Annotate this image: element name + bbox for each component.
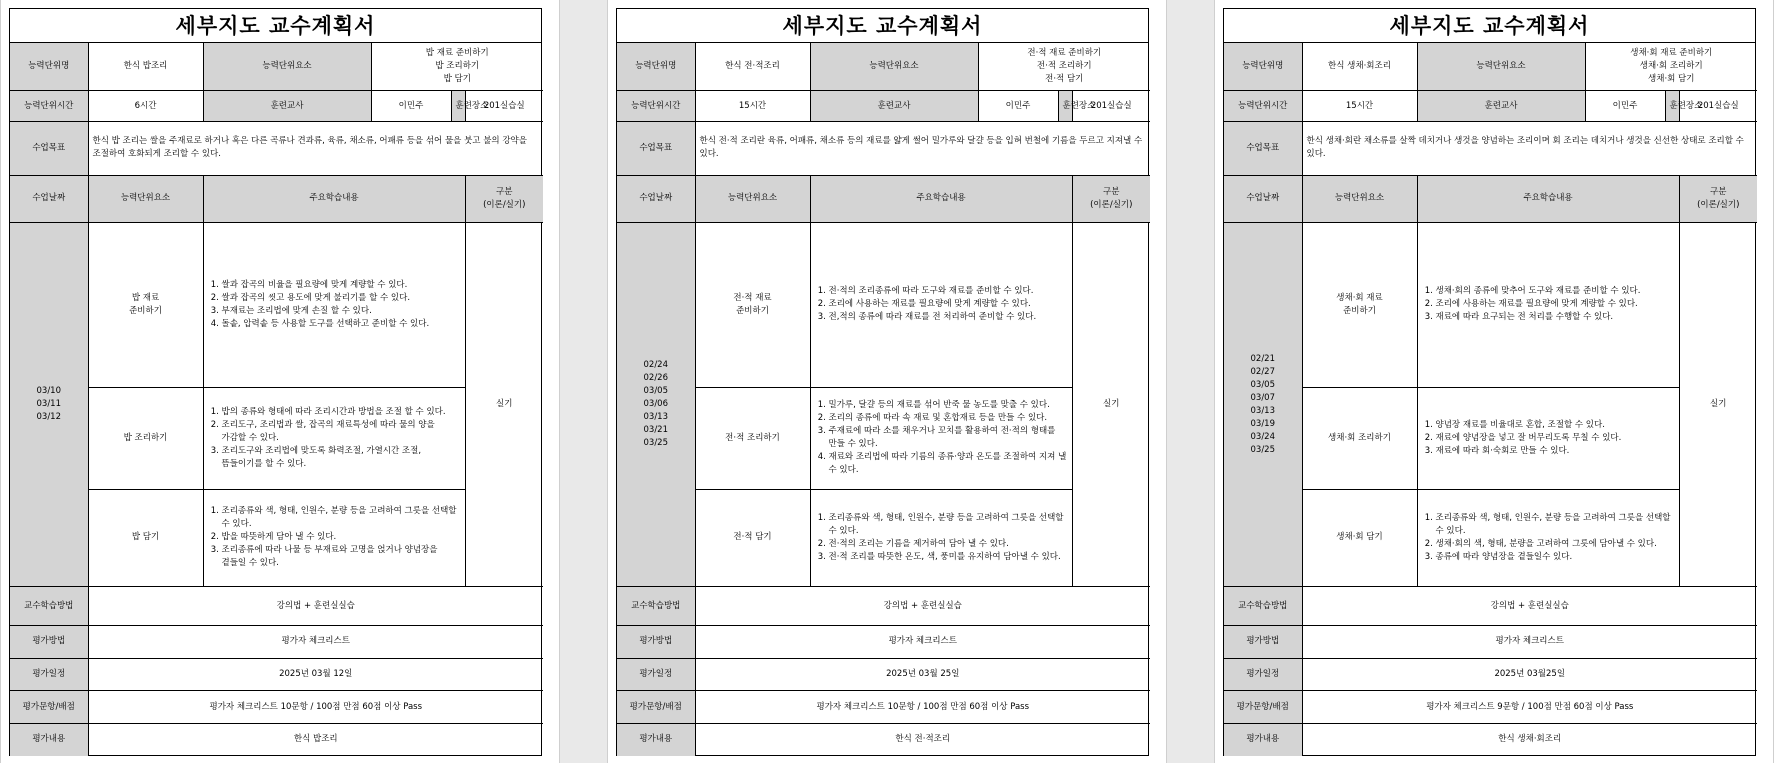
hours-label: 능력단위시간 [10,91,88,122]
place-value: 201실습실 [465,91,543,122]
learning-content-item: 2. 밥을 따뜻하게 담아 낼 수 있다. [222,531,461,544]
learning-content-item: 3. 재료에 따라 요구되는 전 처리를 수행할 수 있다. [1436,311,1675,324]
eval-method-label: 평가방법 [1224,626,1302,659]
element-name: 전·적 조리하기 [695,387,810,489]
lesson-dates: 02/21 02/27 03/05 03/07 03/13 03/19 03/24 03/25 [1224,222,1302,587]
learning-content [203,387,465,489]
element-column-header: 능력단위요소 [88,175,203,222]
eval-date-value: 2025년 03월 12일 [88,658,543,691]
eval-date-label: 평가일정 [10,658,88,691]
learning-content-item: 4. 돌솥, 압력솥 등 사용할 도구를 선택하고 준비할 수 있다. [222,318,461,331]
element-name: 밥 조리하기 [88,387,203,489]
plan-table [617,43,1150,756]
learning-content-item: 3. 전,적의 종류에 따라 재료를 전 처리하여 준비할 수 있다. [829,311,1068,324]
learning-content-item: 2. 조리도구, 조리법과 쌀, 잡곡의 재료특성에 따라 물의 양을 가감할 수 있다. [222,419,461,445]
learning-content-item: 2. 쌀과 잡곡의 씻고 용도에 맞게 불리기를 할 수 있다. [222,292,461,305]
learning-content-item: 3. 재료에 따라 회·숙회로 만들 수 있다. [1436,445,1675,458]
plan-document [1223,8,1756,756]
division-value: 실기 [1072,222,1150,587]
hours-value: 6시간 [88,91,203,122]
plan-document [9,8,542,756]
element-name: 생채·회 재료 준비하기 [1302,222,1417,387]
learning-content-item: 3. 조리도구와 조리법에 맞도록 화력조절, 가열시간 조절, 뜸들이기를 할 수 있다. [222,445,461,471]
learning-content-item: 1. 쌀과 잡곡의 비율을 필요량에 맞게 계량할 수 있다. [222,279,461,292]
plan-table [1224,43,1757,756]
learning-content [810,222,1072,387]
learning-content-item: 2. 재료에 양념장을 넣고 잘 버무리도록 무칠 수 있다. [1436,432,1675,445]
eval-items-label: 평가문항/배점 [617,691,695,724]
eval-date-label: 평가일정 [617,658,695,691]
content-column-header: 주요학습내용 [810,175,1072,222]
hours-value: 15시간 [1302,91,1417,122]
objective-value: 한식 전·적 조리란 육류, 어패류, 채소류 등의 재료를 얇게 썰어 밀가루와 달걀 등을 입혀 번철에 기름을 두르고 지져낼 수 있다. [695,121,1150,175]
learning-content [1417,387,1679,489]
method-value: 강의법 + 훈련실실습 [1302,587,1757,626]
learning-content-item: 2. 조리에 사용하는 재료를 필요량에 맞게 계량할 수 있다. [1436,298,1675,311]
method-value: 강의법 + 훈련실실습 [88,587,543,626]
teacher-label: 훈련교사 [810,91,978,122]
learning-content-item: 1. 밥의 종류와 형태에 따라 조리시간과 방법을 조절 할 수 있다. [222,406,461,419]
method-label: 교수학습방법 [10,587,88,626]
learning-content-item: 2. 조리에 사용하는 재료를 필요량에 맞게 계량할 수 있다. [829,298,1068,311]
objective-label: 수업목표 [1224,121,1302,175]
element-name: 밥 담기 [88,489,203,587]
page-title: 세부지도 교수계획서 [1224,9,1755,43]
eval-method-value: 평가자 체크리스트 [88,626,543,659]
eval-items-value: 평가자 체크리스트 9문항 / 100점 만점 60점 이상 Pass [1302,691,1757,724]
teacher-value: 이민주 [1585,91,1665,122]
date-label: 수업날짜 [10,175,88,222]
document-page-2 [607,0,1167,763]
eval-items-label: 평가문항/배점 [1224,691,1302,724]
competency-unit-value: 한식 밥조리 [88,43,203,91]
eval-method-label: 평가방법 [617,626,695,659]
learning-content [203,489,465,587]
learning-content [203,222,465,387]
eval-content-value: 한식 생채·회조리 [1302,723,1757,756]
eval-content-label: 평가내용 [1224,723,1302,756]
plan-table [10,43,543,756]
competency-unit-label: 능력단위명 [1224,43,1302,91]
eval-date-value: 2025년 03월25일 [1302,658,1757,691]
objective-value: 한식 밥 조리는 쌀을 주재료로 하거나 혹은 다른 곡류나 견과류, 육류, 채소류, 어패류 등을 섞어 물을 붓고 불의 강약을 조절하여 호화되게 조리할 수 있다. [88,121,543,175]
place-value: 201실습실 [1072,91,1150,122]
learning-content-item: 3. 종류에 따라 양념장을 곁들일수 있다. [1436,551,1675,564]
learning-content-item: 3. 주재료에 따라 소를 채우거나 꼬치를 활용하여 전·적의 형태를 만들 수 있다. [829,425,1068,451]
learning-content-item: 2. 생채·회의 색, 형태, 분량을 고려하여 그릇에 담아낼 수 있다. [1436,538,1675,551]
division-column-header: 구분 (이론/실기) [1072,175,1150,222]
division-column-header: 구분 (이론/실기) [465,175,543,222]
eval-method-value: 평가자 체크리스트 [1302,626,1757,659]
method-label: 교수학습방법 [617,587,695,626]
element-value: 전·적 재료 준비하기 전·적 조리하기 전·적 담기 [978,43,1150,91]
learning-content-item: 1. 밀가루, 달걀 등의 재료를 섞어 반죽 물 농도를 맞출 수 있다. [829,399,1068,412]
learning-content-item: 3. 조리종류에 따라 나물 등 부재료와 고명을 얹거나 양념장을 곁들일 수 있다. [222,544,461,570]
plan-document [616,8,1149,756]
eval-items-value: 평가자 체크리스트 10문항 / 100점 만점 60점 이상 Pass [695,691,1150,724]
eval-content-label: 평가내용 [10,723,88,756]
learning-content-item: 1. 조리종류와 색, 형태, 인원수, 분량 등을 고려하여 그릇을 선택할 수 있다. [1436,512,1675,538]
competency-unit-value: 한식 생채·회조리 [1302,43,1417,91]
element-name: 전·적 담기 [695,489,810,587]
date-label: 수업날짜 [1224,175,1302,222]
content-column-header: 주요학습내용 [203,175,465,222]
eval-method-value: 평가자 체크리스트 [695,626,1150,659]
division-column-header: 구분 (이론/실기) [1679,175,1757,222]
eval-date-value: 2025년 03월 25일 [695,658,1150,691]
hours-label: 능력단위시간 [1224,91,1302,122]
learning-content-item: 1. 조리종류와 색, 형태, 인원수, 분량 등을 고려하여 그릇을 선택할 수 있다. [829,512,1068,538]
page-title: 세부지도 교수계획서 [10,9,541,43]
learning-content-item: 1. 조리종류와 색, 형태, 인원수, 분량 등을 고려하여 그릇을 선택할 수 있다. [222,505,461,531]
eval-items-value: 평가자 체크리스트 10문항 / 100점 만점 60점 이상 Pass [88,691,543,724]
place-label: 훈련장소 [451,91,465,122]
element-name: 전·적 재료 준비하기 [695,222,810,387]
learning-content-item: 4. 재료와 조리법에 따라 기름의 종류·양과 온도를 조절하여 지져 낼 수 있다. [829,451,1068,477]
learning-content [1417,222,1679,387]
competency-unit-label: 능력단위명 [10,43,88,91]
learning-content-item: 2. 전·적의 조리는 기름을 제거하여 담아 낼 수 있다. [829,538,1068,551]
learning-content-item: 3. 부재료는 조리법에 맞게 손질 할 수 있다. [222,305,461,318]
teacher-value: 이민주 [978,91,1058,122]
competency-unit-label: 능력단위명 [617,43,695,91]
place-label: 훈련장소 [1058,91,1072,122]
element-value: 생채·회 재료 준비하기 생채·회 조리하기 생채·회 담기 [1585,43,1757,91]
learning-content [810,489,1072,587]
place-label: 훈련장소 [1665,91,1679,122]
competency-unit-value: 한식 전·적조리 [695,43,810,91]
element-label: 능력단위요소 [1417,43,1585,91]
lesson-dates: 03/10 03/11 03/12 [10,222,88,587]
objective-value: 한식 생채·회란 채소류를 살짝 데치거나 생것을 양념하는 조리이며 회 조리는 데치거나 생것을 신선한 상태로 조리할 수 있다. [1302,121,1757,175]
eval-method-label: 평가방법 [10,626,88,659]
teacher-label: 훈련교사 [203,91,371,122]
learning-content-item: 1. 전·적의 조리종류에 따라 도구와 재료를 준비할 수 있다. [829,285,1068,298]
teacher-value: 이민주 [371,91,451,122]
learning-content [1417,489,1679,587]
objective-label: 수업목표 [10,121,88,175]
learning-content-item: 2. 조리의 종류에 따라 속 재료 및 혼합재료 등을 만들 수 있다. [829,412,1068,425]
date-label: 수업날짜 [617,175,695,222]
method-label: 교수학습방법 [1224,587,1302,626]
element-label: 능력단위요소 [810,43,978,91]
learning-content-item: 3. 전·적 조리를 따뜻한 온도, 색, 풍미를 유지하여 담아낼 수 있다. [829,551,1068,564]
learning-content [810,387,1072,489]
eval-content-value: 한식 전·적조리 [695,723,1150,756]
element-label: 능력단위요소 [203,43,371,91]
element-column-header: 능력단위요소 [695,175,810,222]
method-value: 강의법 + 훈련실실습 [695,587,1150,626]
element-column-header: 능력단위요소 [1302,175,1417,222]
learning-content-item: 1. 생채·회의 종류에 맞추어 도구와 재료를 준비할 수 있다. [1436,285,1675,298]
place-value: 201실습실 [1679,91,1757,122]
eval-items-label: 평가문항/배점 [10,691,88,724]
element-name: 생채·회 조리하기 [1302,387,1417,489]
division-value: 실기 [1679,222,1757,587]
page-title: 세부지도 교수계획서 [617,9,1148,43]
eval-date-label: 평가일정 [1224,658,1302,691]
eval-content-value: 한식 밥조리 [88,723,543,756]
element-name: 생채·회 담기 [1302,489,1417,587]
element-name: 밥 재료 준비하기 [88,222,203,387]
element-value: 밥 재료 준비하기 밥 조리하기 밥 담기 [371,43,543,91]
lesson-dates: 02/24 02/26 03/05 03/06 03/13 03/21 03/25 [617,222,695,587]
eval-content-label: 평가내용 [617,723,695,756]
hours-value: 15시간 [695,91,810,122]
content-column-header: 주요학습내용 [1417,175,1679,222]
objective-label: 수업목표 [617,121,695,175]
hours-label: 능력단위시간 [617,91,695,122]
document-page-3 [1214,0,1774,763]
teacher-label: 훈련교사 [1417,91,1585,122]
learning-content-item: 1. 양념장 재료를 비율대로 혼합, 조절할 수 있다. [1436,419,1675,432]
document-page-1 [0,0,560,763]
division-value: 실기 [465,222,543,587]
